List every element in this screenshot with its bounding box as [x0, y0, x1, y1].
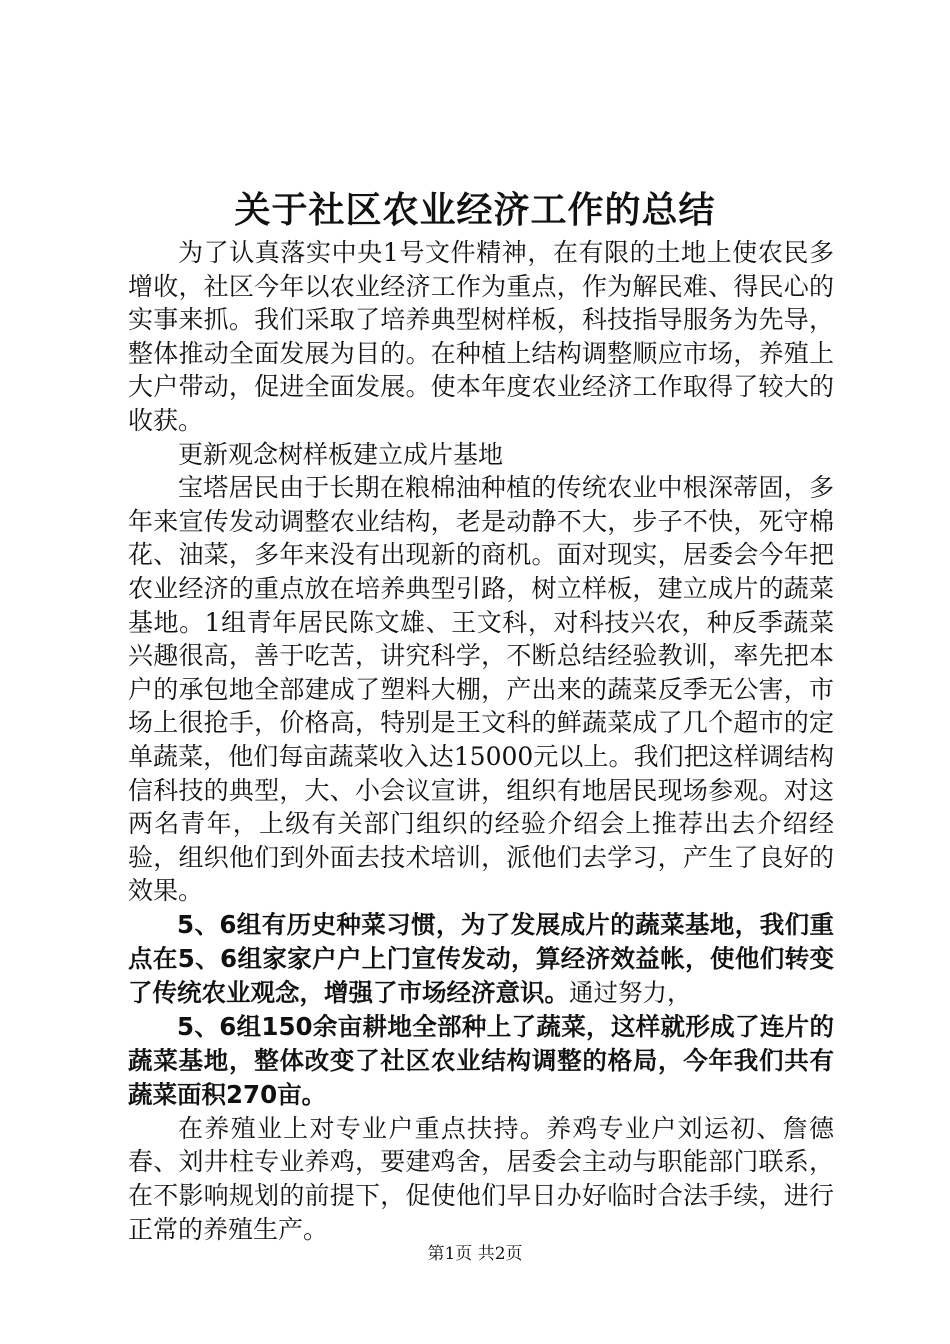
paragraph-group-5-6 [128, 908, 834, 1010]
section-heading: 更新观念树样板建立成片基地 [178, 439, 504, 469]
paragraph-baota: 宝塔居民由于长期在粮棉油种植的传统农业中根深蒂固，多年来宣传发动调整农业结构，老是动静不大，步子不快，死守棉花、油菜，多年来没有出现新的商机。面对现实，居委会今年把农业经济的重点放在培养典型引路，树立样板，建立成片的蔬菜基地。1组青年居民陈文雄、王文科，对科技兴农，种反季蔬菜兴趣很高，善于吃苦，讲究科学，不断总结经验教训，率先把本户的承包地全部建成了塑料大棚，产出来的蔬菜反季无公害，市场上很抢手，价格高，特别是王文科的鲜蔬菜成了几个超市的定单蔬菜，他们每亩蔬菜收入达15000元以上。我们把这样调结构信科技的典型，大、小会议宣讲，组织有地居民现场参观。对这两名青年，上级有关部门组织的经验介绍会上推荐出去介绍经验，组织他们到外面去技术培训，派他们去学习，产生了良好的效果。 [128, 473, 834, 906]
document-body [128, 236, 834, 1246]
paragraph-breeding: 在养殖业上对专业户重点扶持。养鸡专业户刘运初、詹德春、刘井柱专业养鸡，要建鸡舍，居委会主动与职能部门联系，在不影响规划的前提下，促使他们早日办好临时合法手续，进行正常的养殖生产。 [128, 1113, 834, 1244]
paragraph-group-5-6-tail: 通过努力， [569, 977, 692, 1007]
page-footer: 第1页 共2页 [427, 1244, 523, 1264]
paragraph-group-5-6-bold-text: 5、6组有历史种菜习惯，为了发展成片的蔬菜基地，我们重点在5、6组家家户户上门宣传发动，算经济效益帐，使他们转变了传统农业观念，增强了市场经济意识。 [128, 909, 834, 1007]
paragraph-intro: 为了认真落实中央1号文件精神，在有限的土地上使农民多增收，社区今年以农业经济工作为重点，作为解民难、得民心的实事来抓。我们采取了培养典型树样板，科技指导服务为先导，整体推动全面发展为目的。在种植上结构调整顺应市场，养殖上大户带动，促进全面发展。使本年度农业经济工作取得了较大的收获。 [128, 238, 834, 435]
paragraph-vegetable-base: 5、6组150余亩耕地全部种上了蔬菜，这样就形成了连片的蔬菜基地，整体改变了社区农业结构调整的格局，今年我们共有蔬菜面积270亩。 [128, 1011, 834, 1109]
document-title: 关于社区农业经济工作的总结 [234, 189, 716, 231]
